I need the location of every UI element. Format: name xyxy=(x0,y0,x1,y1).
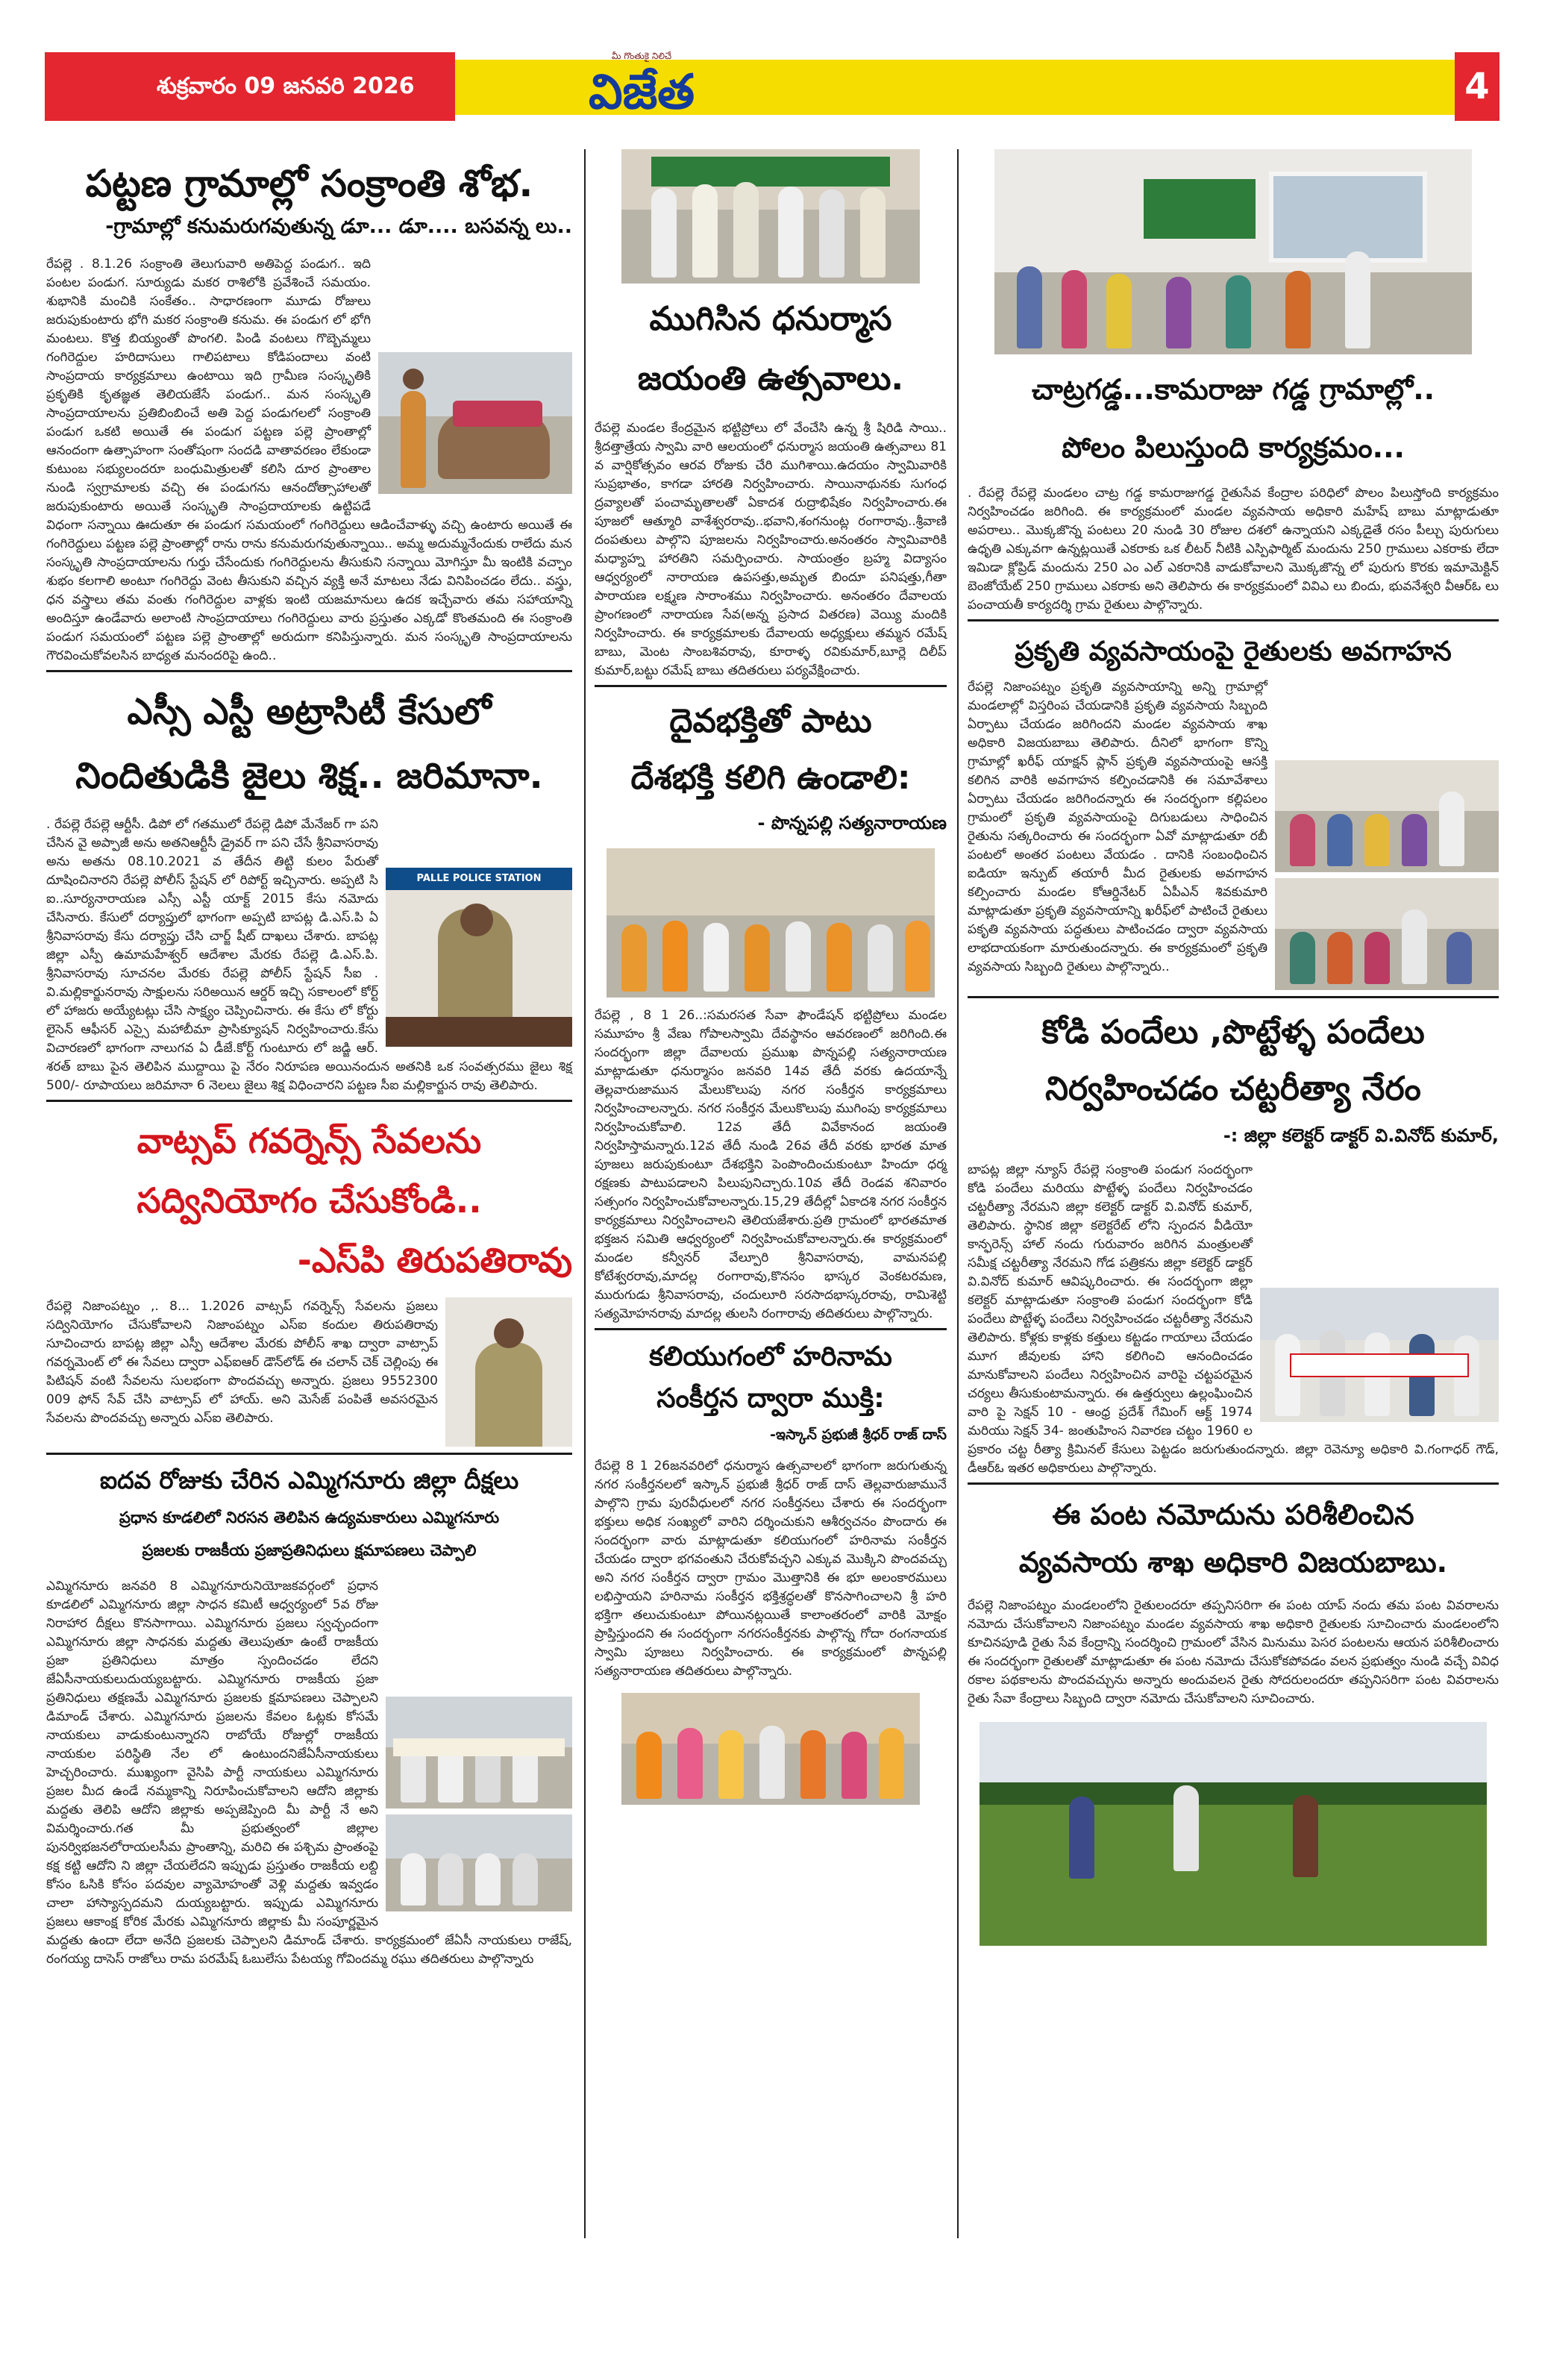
article-sankranti xyxy=(46,155,572,666)
headline-daivabhakti-1: దైవభక్తితో పాటు xyxy=(669,702,872,740)
article-pantanamodu xyxy=(968,1491,1499,1946)
body-harinama: రేపల్లె 8 1 26జనవరిలో ధనుర్మాస ఉత్సవాలలో భాగంగా జరుగుతున్న నగర సంకీర్తనలలో ఇస్కాన్ ప్రభుజీ శ్రీధర్ రాజ్ దాస్ తెల్లవారుజామునే పాల్గొని గ్రామ పురవీధులలో నగర సంకీర్తనలు చేశారు ఈ సందర్భంగా భక్తులు అధిక సంఖ్యలో వారిని దర్శించుకుని ఆశీర్వచనం పొందారు ఈ సందర్భంగా వారు మాట్లాడుతూ కలియుగంలో హరినామ సంకీర్తన చేయడం ద్వారా భగవంతుని చేరుకోవచ్చని ఎక్కువ మొక్కిని పొందవచ్చు అని నగర సంకీర్తన ద్వారా గ్రామం మొత్తానికి ఈ భూ అలంకారములు లభిస్తాయని హరినామ సంకీర్తన భక్తిశ్రద్ధలతో కొనసాగించాలని శ్రీ హరి భక్తిగా తలుచుకుంటూ పోయినట్లయితే కాలాంతరంలో వారికి మోక్షం ప్రాప్తిస్తుందని ఈ సందర్భంగా నగరసంకీర్తనకు పాల్గొన్న గోదా రంగనాయక స్వామి పూజలు నిర్వహించారు. ఈ కార్యక్రమంలో పొన్నపల్లి సత్యనారాయణ తదితరులు పాల్గొన్నారు. xyxy=(595,1459,947,1679)
byline-daivabhakti: - పొన్నపల్లి సత్యనారాయణ xyxy=(757,812,947,833)
headline-polam-1: చాట్రగడ్డ...కామరాజు గడ్డ గ్రామాల్లో.. xyxy=(1031,373,1435,406)
article-dhanurmasa xyxy=(595,149,947,680)
body-polam: . రేపల్లె రేపల్లె మండలం చాట్ర గడ్డ కామరాజుగడ్డ రైతుసేవ కేంద్రాల పరిధిలో పొలం పిలుస్తోంది కార్యక్రమం నిర్వహించడం జరిగింది. ఈ కార్యక్రమంలో మండల వ్యవసాయ అధికారి మహేష్ బాబు మాట్లాడుతూ అపరాలు.. మొక్కజొన్న పంటలు 20 నుండి 30 రోజుల దశలో ఉన్నాయని ఎక్కడైతే రసం పీల్చు పురుగులు ఉధృతి ఎక్కువగా ఉన్నట్లయితే ఎకరాకు ఒక లీటర్ నీటికి ఎస్పిఫార్మిట్ మందును 250 గ్రాములు ఎకరాకు లేదా ఇమిడా క్లోప్రిడ్ మందును 250 ఎం ఎల్ ఎకరానికి వాడుకోవాలని మొక్కజొన్న లో పురుగు కొరకు ఇమామెక్టిన్ బెంజోయేట్ 250 గ్రాములు ఎకరాకు అని తెలిపారు ఈ కార్యక్రమంలో వివిఎ లు బిందు, భువనేశ్వరి వీఆర్ఓ లు పంచాయతీ కార్యదర్శి గ్రామ రైతులు పాల్గొన్నారు. xyxy=(968,486,1499,613)
headline-kodi-1: కోడి పందేలు ,పొట్టేళ్ళ పందేలు xyxy=(1041,1013,1425,1051)
column-right xyxy=(968,149,1499,1946)
photo-si-portrait xyxy=(445,1297,572,1447)
photo-gangireddu xyxy=(378,352,572,494)
subhead-sankranti: -గ్రామాల్లో కనుమరుగవుతున్న డూ... డూ.... బసవన్న లు.. xyxy=(105,215,572,238)
page-number: 4 xyxy=(1455,52,1499,121)
headline-kodi-2: నిర్వహించడం చట్టరీత్యా నేరం xyxy=(1045,1070,1421,1108)
column-divider-1 xyxy=(584,149,586,2238)
body-kodi: బాపట్ల జిల్లా న్యూస్ రేపల్లె సంక్రాంతి పండుగ సందర్భంగా కోడి పందేలు మరియు పొట్టేళ్ళ పందేలు నిర్వహించడం చట్టరీత్యా నేరమని జిల్లా కలెక్టర్ డాక్టర్ వి.వినోద్ కుమార్, తెలిపారు. స్థానిక జిల్లా కలెక్టరేట్ లోని స్పందన వీడియో కాన్ఫరెన్స్ హాల్ నందు గురువారం జరిగిన మంత్రులతో సమీక్ష చట్టరీత్యా నేరమని గోడ పత్రికను జిల్లా కలెక్టర్ డాక్టర్ వి.వినోద్ కుమార్ ఆవిష్కరించారు. ఈ సందర్భంగా జిల్లా కలెక్టర్ మాట్లాడుతూ సంక్రాంతి పండుగ సందర్భంగా కోడి పందేలు పొట్టేళ్ళ పందేలు నిర్వహించడం చట్టరీత్యా నేరమని తెలిపారు. కోళ్లకు కాళ్లకు కత్తులు కట్టడం గాయాలు చేయడం మూగ జీవులకు హాని కలిగించి ఆనందించడం మానుకోవాలని పందేలు నిర్వహించిన వారిపై చట్టపరమైన చర్యలు తీసుకుంటామన్నారు. ఈ ఉత్తర్వులు ఉల్లంఘించిన వారి పై సెక్షన్ 10 - ఆంధ్ర ప్రదేశ్ గేమింగ్ ఆక్ట్ 1974 మరియు సెక్షన్ 34- జంతుహింస నివారణ చట్టం 1960 ల ప్రకారం చట్ట రీత్యా క్రిమినల్ కేసులు పెట్టడం జరుగుతుందన్నారు. జిల్లా రెవెన్యూ అధికారి వి.గంగాధర్ గౌడ్, డీఆర్ఓ ఇతర అధికారులు పాల్గొన్నారు. xyxy=(968,1162,1499,1476)
rule xyxy=(968,1482,1499,1485)
photo-stack-prakruti xyxy=(1275,760,1499,990)
headline-harinama-2: సంకీర్తన ద్వారా ముక్తి: xyxy=(656,1383,885,1414)
date-banner: శుక్రవారం 09 జనవరి 2026 xyxy=(45,52,455,121)
police-station-sign: PALLE POLICE STATION xyxy=(386,868,572,890)
headline-whatsapp-1: వాట్సప్ గవర్నెన్స్ సేవలను xyxy=(137,1121,482,1161)
subhead-emmiganur-2: ప్రజలకు రాజకీయ ప్రజాప్రతినిధులు క్షమాపణలు చెప్పాలి xyxy=(142,1541,477,1559)
body-whatsapp: రేపల్లె నిజాంపట్నం ,. 8... 1.2026 వాట్సప్ గవర్నెన్స్ సేవలను ప్రజలు సద్వినియోగం చేసుకోవాలని నిజాంపట్నం ఎస్ఐ కందుల తిరుపతిరావు సూచించారు బాపట్ల జిల్లా ఎస్పీ ఆదేశాల మేరకు పోలీస్ శాఖ ద్వారా వాట్సాప్ గవర్నమెంట్ లో ఈ సేవలు ద్వారా ఎఫ్ఐఆర్ డౌన్‌లోడ్ ఈ చలాన్ చెక్ చెల్లింపు ఈ పిటిషన్ వంటి సేవలను సులభంగా పొందవచ్చు అన్నారు. ప్రజలు 9552300 009 ఫోన్ సేవ్ చేసి వాట్సాప్ లో హాయ్. అని మెసేజ్ పంపితే అవసరమైన సేవలను పొందవచ్చు అన్నారు ఎస్ఐ తెలిపారు. xyxy=(46,1299,438,1426)
photo-police-officer xyxy=(386,868,572,1047)
article-polam xyxy=(968,149,1499,615)
rule xyxy=(46,1453,572,1455)
photo-crop-field-inspection xyxy=(980,1722,1487,1946)
headline-polam-2: పోలం పిలుస్తుంది కార్యక్రమం... xyxy=(1062,431,1405,464)
headline-whatsapp-2: సద్వినియోగం చేసుకోండి.. xyxy=(137,1180,482,1221)
article-daivabhakti xyxy=(595,693,947,1324)
rule xyxy=(595,685,947,687)
logo-name: విజేత xyxy=(588,64,695,120)
body-atrocity: . రేపల్లె రేపల్లె ఆర్టీసీ. డిపో లో గతములో రేపల్లె డిపో మేనేజర్ గా పని చేసిన వై అప్పాజీ అను అతనిఆర్టీసీ డ్రైవర్ గా పని చేసే శ్రీనివాసరావు అను అతను 08.10.2021 వ తేదీన తిట్టి కులం పేరుతో దూషించినారని రేపల్లె పోలీస్ స్టేషన్ లో రిపోర్ట్ ఇచ్చినారు. అప్పటి సి ఐ..సూర్యనారాయణ ఎస్సీ ఎస్టీ యాక్ట్ 2015 కేసు నమోదు చేసినారు. కేసులో దర్యాప్తులో భాగంగా అప్పటి బాపట్ల డి.ఎస్.పి ఏ శ్రీనివాసరావు కేసు దర్యాప్తు చేసి చార్జ్ షీట్ దాఖలు చేశారు. బాపట్ల జిల్లా ఎస్పీ ఉమామహేశ్వర్ ఆదేశాల మేరకు రేపల్లె డి.ఎస్.పి. శ్రీనివాసరావు సూచనల మేరకు రేపల్లె పోలీస్ స్టేషన్ సీఐ . వి.మల్లికార్జునరావు సాక్షులను సరిఅయిన ఆర్డర్ ఇచ్చి సకాలంలో కోర్ట్ లో హాజరు అయ్యేటట్లు చేసి సాక్ష్యం చెప్పించినారు. ఈ కేసు లో కోర్టు లైసెన్ ఆఫీసర్ ఎస్సై మహాబీమా ప్రాసిక్యూషన్ నిర్వహించారు.కేసు విచారణలో భాగంగా నాలుగవ ఏ డీజే.కోర్ట్ గుంటూరు లో జడ్జి ఆర్. శరత్ బాబు పైన తెలిపిన ముద్దాయి పై నేరం నిరూపణ అయినందున అతనికి ఒక సంవత్సరము జైలు శిక్ష 500/- రూపాయలు జరిమానా 6 నెలలు జైలు శిక్ష విధించారని పట్టణ సీఐ మల్లికార్జున రావు తెలిపారు. xyxy=(46,817,572,1093)
article-atrocity xyxy=(46,680,572,1095)
subhead-emmiganur-1: ప్రధాన కూడలిలో నిరసన తెలిపిన ఉద్యమకారులు ఎమ్మిగనూరు xyxy=(119,1509,500,1526)
photo-temple-felicitation xyxy=(621,149,920,284)
headline-dhanurmasa-1: ముగిసిన ధనుర్మాస xyxy=(649,300,892,338)
article-harinama xyxy=(595,1336,947,1805)
photo-iskcon-sankirtana xyxy=(621,1693,920,1805)
body-prakruti: రేపల్లె నిజాంపట్నం ప్రకృతి వ్యవసాయాన్ని అన్ని గ్రామాల్లో మండలాల్లో విస్తరింప చేయడానికి ప్రకృతి వ్యవసాయ సిబ్బంది ఏర్పాటు చేయడం జరిగిందని మండల వ్యవసాయ శాఖ అధికారి విజయబాబు తెలిపారు. దీనిలో భాగంగా కొన్ని గ్రామాల్లో ఖరీఫ్ యాక్షన్ ప్లాన్ ప్రకృతి వ్యవసాయంపై ఆసక్తి కలిగిన వారికి అవగాహన కల్పించడానికి ఈ సమావేశాలు ఏర్పాటు చేయడం జరిగిందన్నారు ఈ సందర్భంగా కల్లిపలం గ్రామంలో ప్రకృతి వ్యవసాయంపై దిగుబడులు సాధించిన రైతును సత్కరించారు ఈ సందర్భంగా ఏవో మాట్లాడుతూ రబీ పంటలో అంతర పంటలు వేయడం . దానికి సంబంధించిన ఐడియా ఇన్పుట్ తయారీ మీద రైతులకు అవగాహన కల్పించారు మండల కోఆర్డినేటర్ ఏపీఎన్ శివకుమారి మాట్లాడుతూ ప్రకృతి వ్యవసాయాన్ని ఖరీఫ్‌లో పాటించే రైతులు పకృతి వ్యవసాయ పద్ధతులు పాటించడం ద్వారా వ్యవసాయ లాభదాయకంగా మారుతుందన్నారు. ఈ కార్యక్రమంలో ప్రకృతి వ్యవసాయ సిబ్బంది రైతులు పాల్గొన్నారు.. xyxy=(968,680,1267,974)
headline-daivabhakti-2: దేశభక్తి కలిగి ఉండాలి: xyxy=(630,759,911,797)
logo-tagline: మీ గొంతుకై నిలిచే xyxy=(611,51,672,61)
headline-emmiganur: ఐదవ రోజుకు చేరిన ఎమ్మిగనూరు జిల్లా దీక్షలు xyxy=(99,1466,519,1494)
byline-harinama: -ఇస్కాన్ ప్రభుజీ శ్రీధర్ రాజ్ దాస్ xyxy=(770,1427,947,1443)
article-kodi xyxy=(968,1004,1499,1478)
photo-stack-protest xyxy=(386,1697,572,1911)
photo-polam-meeting xyxy=(994,149,1472,354)
headline-pantanamodu-1: ఈ పంట నమోదును పరిశీలించిన xyxy=(1052,1498,1414,1531)
photo-collector-poster-launch xyxy=(1260,1288,1499,1422)
photo-samarasata-meeting xyxy=(607,848,935,998)
body-sankranti: రేపల్లె . 8.1.26 సంక్రాంతి తెలుగువారి అతిపెద్ద పండుగ.. ఇది పంటల పండుగ. సూర్యుడు మకర రాశిలోకి ప్రవేశించే సమయం. శుభానికి మంచికి సంకేతం.. సాధారణంగా మూడు రోజులు జరుపుకుంటారు భోగి మకర సంక్రాంతి కనుమ. ఈ పండుగ లో భోగి మంటలు. కొత్త బియ్యంతో పొంగలి. పిండి వంటలు గొబ్బెమ్మలు గంగిరెద్దుల హరిదాసులు గాలిపటాలు కోడిపందాలు వంటి సాంప్రదాయ కార్యక్రమాలు ఉంటాయి ఇది గ్రామీణ సంస్కృతికి ప్రకృతికి కృతజ్ఞత తెలియజేసే పండుగ.. మన సంస్కృతి సాంప్రదాయాలను ప్రతిబింబించే అతి పెద్ద పండుగలలో సంక్రాంతి పండుగ ఒకటి అయితే ఈ పండుగ పట్టణ పల్లె ప్రాంతాల్లో ఆనందంగా ఉత్సాహంగా సంతోషంగా సందడి వాతావరణం లేకుండా కుటుంబ సభ్యులందరూ బంధుమిత్రులతో కలిసి దూర ప్రాంతాల నుండి స్వగ్రామాలకు వచ్చి ఈ పండుగను ఆనందోత్సాహాలతో జరుపుకుంటారు అయితే సంస్కృతి సాంప్రదాయాలకు ఉట్టిపడే విధంగా సన్నాయి ఊదుతూ ఈ పండుగ సమయంలో గంగిరెద్దులు ఆడించేవాళ్ళు వచ్చి ఉంటారు అయితే ఈ గంగిరెద్దులు పట్టణ పల్లె ప్రాంతాల్లో రాను రాను కనుమరుగవుతున్నాయి.. అమ్మ అదుమ్మనేందుకు రాలేదు మన సంస్కృతి సాంప్రదాయాలను గుర్తు చేసేందుకు గంగిరెద్దులను తీసుకుని సన్నాయి మోగిస్తూ మీ ఇంటికి వచ్చాం శుభం కలగాలి అంటూ గంగిరెద్దు వెంట తీసుకుని వచ్చిన వ్యక్తి అనే మాటలు నేడు వినిపించడం లేదు.. వస్త్రు, ధన వస్త్రాలు తమ వంతు గంగిరెద్దుల వాళ్లకు ఇంటి యజమానులు ఉదక ఇచ్చేవారు తమ సహాయాన్ని అందిస్తూ ఉండేవారు అలాంటి సాంప్రదాయాలు గంగిరెద్దులు వారు ప్రస్తుతం ఎక్కడో కొంతమంది ఈ సంక్రాంతి పండుగ సమయంలో పట్టణ పల్లె ప్రాంతాల్లో అరుదుగా కనిపిస్తున్నారు. మన సంస్కృతి సాంప్రదాయాలను గౌరవించుకోవలసిన బాధ్యత మనందరిపై ఉంది.. xyxy=(46,257,572,663)
headline-sankranti: పట్టణ గ్రామాల్లో సంక్రాంతి శోభ. xyxy=(85,162,533,205)
body-dhanurmasa: రేపల్లె మండల కేంద్రమైన భట్టిప్రోలు లో వేంచేసి ఉన్న శ్రీ షిరిడి సాయి.. శ్రీదత్తాత్రేయ స్వామి వారి ఆలయంలో ధనుర్మాస జయంతి ఉత్సవాలు 81 వ వార్షికోత్సవం ఆరవ రోజుకు చేరి ముగిశాయి.ఉదయం స్వామివారికి సుప్రభాతం, కాగడా హారతి నిర్వహించారు. సాయినాథునకు సుగంధ ద్రవ్యాలతో పంచామృతాలతో ఏకాదశ రుద్రాభిషేకం నిర్వహించారు.ఈ పూజలో ఆత్మూరి వాశేశ్వరరావు..భవాని,శంగనుంట్ల రంగారావు..శ్రీవాణి దంపతులు పాల్గొని పూజలను నిర్వహించారు.అనంతరం స్వామివారికి మధ్యాహ్న హారతిని సమర్పించారు. సాయంత్రం బ్రహ్మ విద్యాసం ఆధ్వర్యంలో నారాయణ ఉపసత్తు,అమృత బిందూ పనిషత్తు,గీతా పారాయణ లక్ష్మణ సారాంశము నిర్వహించారు. అనంతరం దేవాలయ ప్రాంగణంలో నారాయణ సేవ(అన్న ప్రసాద వితరణ) వెయ్యి మందికి నిర్వహించారు. ఈ కార్యక్రమాలకు దేవాలయ అధ్యక్షులు తమ్మన రమేష్ బాబు, మెంట సాంబశివరావు, కూరాళ్ళ రవికుమార్,బూర్లె దిలీప్ కుమార్,బట్టు రమేష్ బాబు తదితరులు పర్యవేక్షించారు. xyxy=(595,421,947,678)
body-emmiganur: ఎమ్మిగనూరు జనవరి 8 ఎమ్మిగనూరునియోజకవర్గంలో ప్రధాన కూడలిలో ఎమ్మిగనూరు జిల్లా సాధన కమిటీ ఆధ్వర్యంలో 5వ రోజు నిరాహార దీక్షలు కొనసాగాయి. ఎమ్మిగనూరు ప్రజలు స్వచ్ఛందంగా ఎమ్మిగనూరు జిల్లా సాధనకు మద్దతు తెలుపుతూ ఉంటే రాజకీయ ప్రజా ప్రతినిధులు మాత్రం స్పందించడం లేదని జేఏసీనాయకులుదుయ్యబట్టారు. ఎమ్మిగనూరు రాజకీయ ప్రజా ప్రతినిధులు తక్షణమే ఎమ్మిగనూరు ప్రజలకు క్షమాపణలు చెప్పాలని డిమాండ్ చేశారు. ఎమ్మిగనూరు ప్రజలను కేవలం ఓట్లకు కోసమే నాయకులు వాడుకుంటున్నారని రాబోయే రోజుల్లో రాజకీయ నాయకుల పరిస్థితి నేల లో ఉంటుందనిజేఏసీనాయకులు హెచ్చరించారు. ముఖ్యంగా వైసిపి పార్టీ నాయకులు ఎమ్మిగనూరు ప్రజల మీద ఉండే నమ్మకాన్ని నిరూపించుకోవాలని ఆదోని జిల్లాకు మద్దతు తెలిపి ఆదోని జిల్లాకు అప్పజెప్పింది మీ పార్టీ నే అని విమర్శించారు.గత మీ ప్రభుత్వంలో జిల్లాల పునర్విభజనలోరాయలసీమ ప్రాంతాన్ని, మరిచి ఈ పశ్చిమ ప్రాంతంపై కక్ష కట్టి ఆదోని ని జిల్లా చేయలేదని ఇప్పుడు ప్రస్తుతం రాజకీయ లబ్ది కోసం ఓసికి కోసం పదవుల వ్యామోహంతో వెళ్లి మద్దతు ఇవ్వడం చాలా హాస్యాస్పదమని దుయ్యబట్టారు. ఇప్పుడు ఎమ్మిగనూరు ప్రజలు ఆకాంక్ష కోరిక మేరకు ఎమ్మిగనూరు జిల్లాకు మీ సంపూర్ణమైన మద్దతు ఉందా లేదా అనేది ప్రజలకు చెప్పాలని డిమాండ్ చేశారు. కార్యక్రమంలో జేఏసీ నాయకులు రాజేష్, రంగయ్య దాసెస్ రాజోలు రామ పరమేష్ ఓబులేసు పేటయ్య గోవిందమ్మ రఘు తదితరులు పాల్గొన్నారు xyxy=(46,1579,572,1967)
byline-kodi: -: జిల్లా కలెక్టర్ డాక్టర్ వి.వినోద్ కుమార్, xyxy=(1223,1125,1499,1146)
column-middle xyxy=(595,149,947,1805)
masthead xyxy=(45,46,1499,128)
column-left xyxy=(46,149,572,1969)
headline-pantanamodu-2: వ్యవసాయ శాఖ అధికారి విజయబాబు. xyxy=(1018,1546,1448,1579)
headline-prakruti: ప్రకృతి వ్యవసాయంపై రైతులకు అవగాహన xyxy=(1015,636,1452,667)
column-divider-2 xyxy=(957,149,959,2238)
headline-atrocity-2: నిందితుడికి జైలు శిక్ష.. జరిమానా. xyxy=(75,755,543,797)
rule xyxy=(46,670,572,672)
article-prakruti xyxy=(968,626,1499,977)
rule xyxy=(968,996,1499,998)
article-emmiganur xyxy=(46,1459,572,1969)
rule xyxy=(595,1328,947,1330)
body-pantanamodu: రేపల్లె నిజాంపట్నం మండలంలోని రైతులందరూ తప్పనిసరిగా ఈ పంట యాప్ నందు తమ పంట వివరాలను నమోదు చేసుకోవాలని నిజాంపట్నం మండల వ్యవసాయ శాఖ అధికారి రైతులకు సూచించారు మండలంలోని కూచినపూడి రైతు సేవ కేంద్రాన్ని సందర్శించి గ్రామంలో వేసిన మినుము పెసర పంటలను ఆయన పరిశీలించారు ఈ సందర్భంగా రైతులతో మాట్లాడుతూ ఈ పంట నమోదు చేసుకోకపోవడం వలన ప్రభుత్వం నుండి వచ్చే వివిధ రకాల పథకాలను పొందవచ్చును అన్నారు అందువలన రైతు సోదరులందరూ తప్పనిసరిగా పంట వివరాలను రైతు సేవా కేంద్రాలు సిబ్బంది ద్వారా నమోదు చేసుకోవాలని సూచించారు. xyxy=(968,1598,1499,1706)
body-daivabhakti: రేపల్లె , 8 1 26..:సమరసత సేవా ఫౌండేషన్ భట్టిప్రోలు మండల సమూహం శ్రీ వేణు గోపాలస్వామి దేవస్థానం ఆవరణంలో జరిగింది.ఈ సందర్భంగా జిల్లా దేవాలయ ప్రముఖ పొన్నపల్లి సత్యనారాయణ మాట్లాడుతూ ధనుర్మాసం జనవరి 14వ తేదీ వరకు ఉదయాన్నే తెల్లవారుజామున మేలుకొలుపు నగర సంకీర్తన కార్యక్రమాలు నిర్వహించాలన్నారు. నగర సంకీర్తన మేలుకొలుపు ముగింపు కార్యక్రమాలు నిర్వహించుకోవాలి. 12వ తేదీ వివేకానంద జయంతి నిర్వహిస్తామన్నారు.12వ తేదీ నుండి 26వ తేదీ వరకు భారత మాత పూజలు జరుపుకుంటూ దేశభక్తిని పెంపొందించుకుంటూ హిందూ ధర్మ రక్షణకు పాటుపడాలని పిలుపునిచ్చారు.10వ తేదీ రెండవ శనివారం సత్సంగం నిర్వహించుకోవాలన్నారు.15,29 తేదీల్లో ఏకాదశి నగర సంకీర్తన కార్యక్రమాలు నిర్వహించాలని తెలియజేశారు.ప్రతి గ్రామంలో భారతమాత భక్తజన సమితి ఆధ్వర్యంలో నిర్వహించుకోవాలన్నారు.ఈ కార్యక్రమంలో మండల కన్వీనర్ వేల్పూరి శ్రీనివాసరావు, వామనపల్లి కోటేశ్వరరావు,మాదల్ల రంగారావు,కొనసం భాస్కర వెంకటరమణ, మురుగుడు శ్రీనివాసరావు, చందులూరి సరసాదభాస్కరరావు, రామిశెట్టి సత్యమోహనరావు మాదల్ల తులసి రంగారావు తదితరులు పాల్గొన్నారు. xyxy=(595,1008,947,1321)
newspaper-logo xyxy=(522,46,761,128)
rule xyxy=(46,1100,572,1102)
headline-dhanurmasa-2: జయంతి ఉత్సవాలు. xyxy=(637,360,904,398)
article-whatsapp xyxy=(46,1111,572,1428)
headline-whatsapp-3: -ఎస్‌పి తిరుపతిరావు xyxy=(297,1240,572,1280)
headline-harinama-1: కలియుగంలో హరినామ xyxy=(649,1341,892,1372)
headline-atrocity-1: ఎస్సీ ఎస్టీ అట్రాసిటీ కేసులో xyxy=(127,691,492,733)
rule xyxy=(968,619,1499,621)
